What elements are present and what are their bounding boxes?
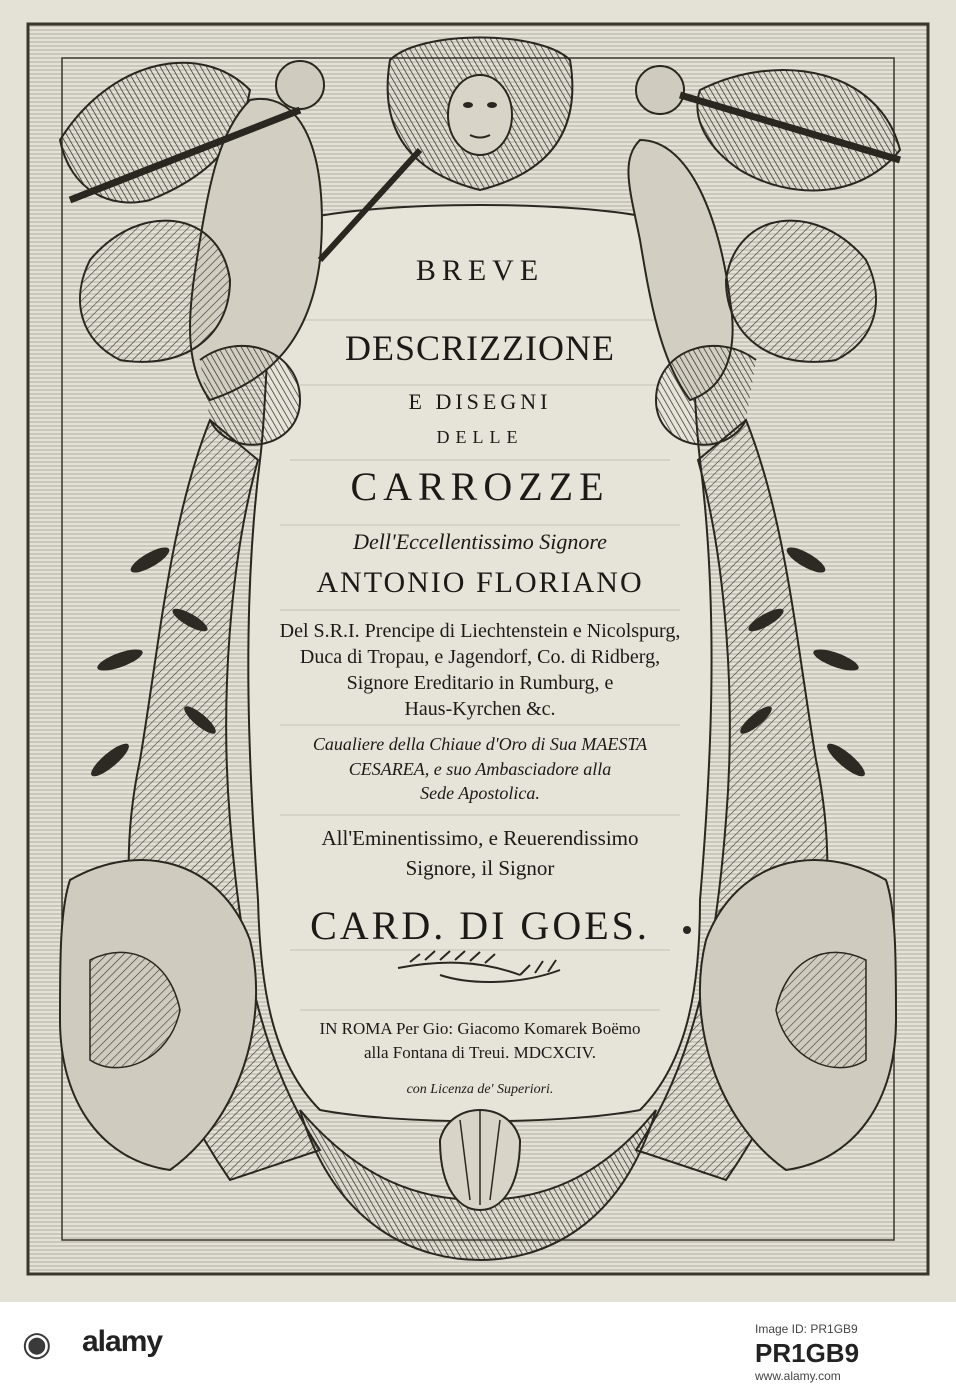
title-delle: DELLE bbox=[436, 427, 524, 447]
licenza-line: con Licenza de' Superiori. bbox=[406, 1082, 554, 1097]
cavaliere-line: Sede Apostolica. bbox=[420, 783, 540, 803]
cavaliere-line: Caualiere della Chiaue d'Oro di Sua MAESTA bbox=[312, 734, 648, 754]
title-breve: BREVE bbox=[415, 254, 545, 287]
titles-line: Haus-Kyrchen &c. bbox=[404, 698, 556, 720]
imprint-line: IN ROMA Per Gio: Giacomo Komarek Boëmo bbox=[319, 1019, 641, 1038]
title-e-disegni: E DISEGNI bbox=[408, 389, 552, 414]
image-id: PR1GB9 bbox=[755, 1338, 860, 1368]
alamy-brand-text: alamy bbox=[82, 1325, 163, 1358]
titles-line: Del S.R.I. Prencipe di Liechtenstein e Nicolspurg, bbox=[279, 620, 681, 642]
title-carrozze: CARROZZE bbox=[350, 464, 610, 509]
imprint-line: alla Fontana di Treui. MDCXCIV. bbox=[363, 1043, 597, 1062]
alamy-url: www.alamy.com bbox=[755, 1369, 841, 1383]
title-descrizzione: DESCRIZZIONE bbox=[345, 328, 615, 368]
alamy-logo-icon: ◉ bbox=[22, 1325, 52, 1363]
dedication-line: All'Eminentissimo, e Reuerendissimo bbox=[321, 826, 639, 850]
dedication-line: Signore, il Signor bbox=[405, 856, 555, 880]
subtitle-eccellentissimo: Dell'Eccellentissimo Signore bbox=[353, 529, 607, 554]
cardinal-name: CARD. DI GOES. bbox=[310, 903, 650, 948]
titles-line: Duca di Tropau, e Jagendorf, Co. di Ridberg, bbox=[299, 646, 661, 668]
cavaliere-line: CESAREA, e suo Ambasciadore alla bbox=[348, 759, 612, 779]
image-id-label: Image ID: PR1GB9 bbox=[755, 1322, 858, 1336]
name-antonio-floriano: ANTONIO FLORIANO bbox=[316, 566, 644, 599]
titles-line: Signore Ereditario in Rumburg, e bbox=[346, 672, 614, 694]
